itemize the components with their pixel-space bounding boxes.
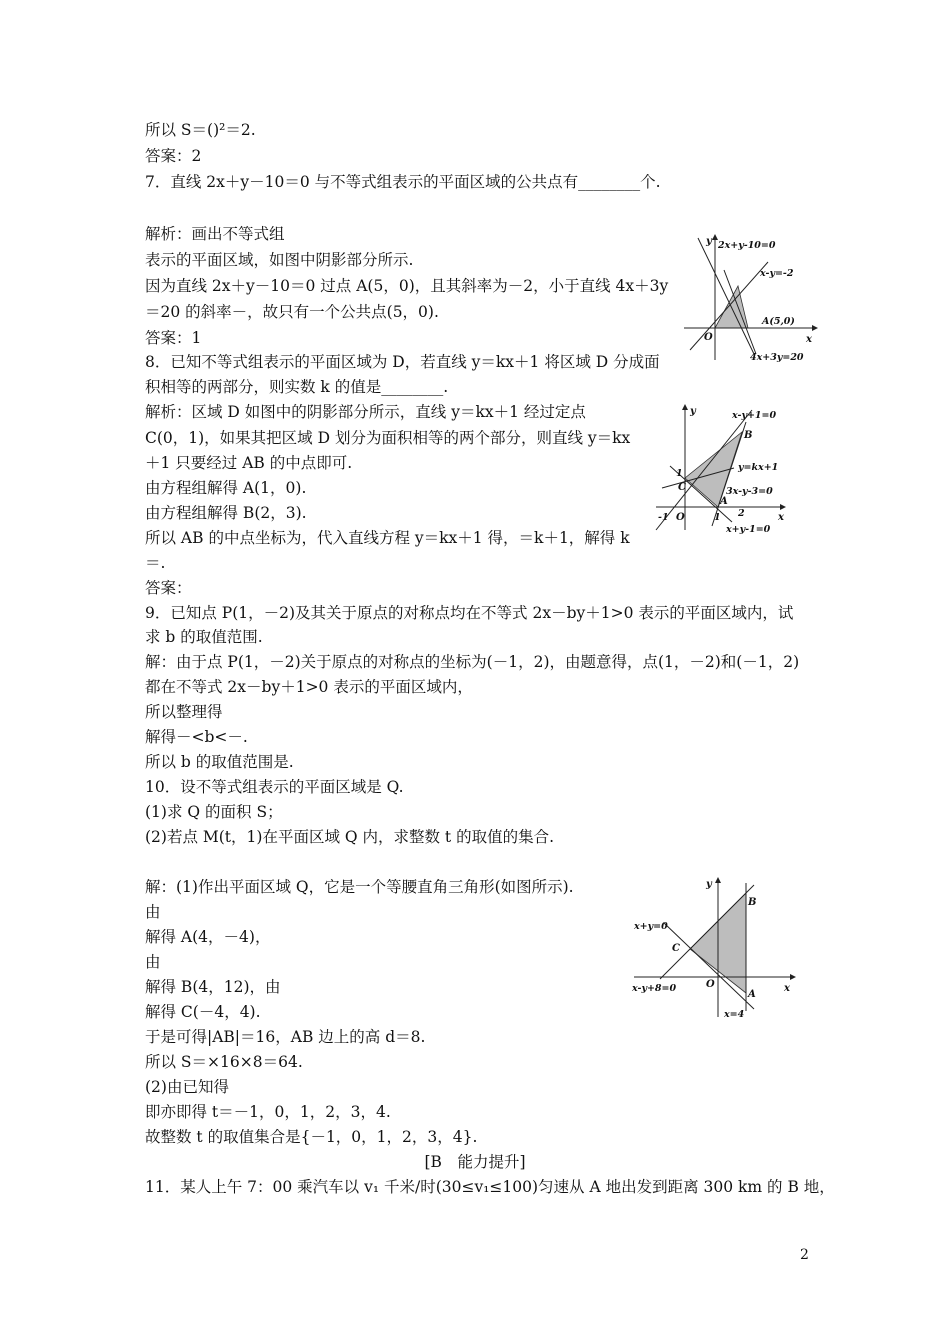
question-11: 11．某人上午 7：00 乘汽车以 v₁ 千米/时(30≤v₁≤100)匀速从 A 地出发到距离 300 km 的 B 地， [145,1178,835,1196]
text-line: 解得－<b<－. [145,728,248,746]
text-line: 解得 A(4，－4)， [145,928,271,946]
question-9: 9．已知点 P(1，－2)及其关于原点的对称点均在不等式 2x－by＋1>0 表示的平面区域内，试 [145,604,794,622]
text-line: (2)由已知得 [145,1078,229,1096]
label-line3: x=4 [724,1009,745,1020]
figure-q10-diagram [630,875,798,1021]
label-one: 1 [676,468,683,479]
solution-line: 解：由于点 P(1，－2)关于原点的对称点的坐标为(－1，2)，由题意得，点(1，－2)和(－1，2) [145,653,800,671]
line-x-y-neg2 [690,262,768,350]
text-line: 由方程组解得 B(2，3). [145,504,307,522]
label-neg1: -1 [658,512,669,523]
label-point-a: A(5,0) [762,316,795,327]
text-line: 因为直线 2x＋y－10＝0 过点 A(5，0)，且其斜率为－2，小于直线 4x＋3y [145,277,669,295]
label-line1: x+y=0 [634,921,668,932]
text-line: 由 [145,903,161,921]
figure-q7-diagram [680,232,820,364]
text-line: C(0，1)，如果其把区域 D 划分为面积相等的两个部分，则直线 y＝kx [145,429,631,447]
text-line: 都在不等式 2x－by＋1>0 表示的平面区域内， [145,678,473,696]
text-line: 所以 AB 的中点坐标为，代入直线方程 y＝kx＋1 得，＝k＋1，解得 k [145,529,630,547]
solution-line: 解析：画出不等式组 [145,225,285,243]
text-line: 即亦即得 t＝－1，0，1，2，3，4. [145,1103,391,1121]
label-c: C [678,482,686,493]
text-line: 所以整理得 [145,703,223,721]
label-a: A [720,496,728,507]
text-line: 所以 b 的取值范围是. [145,753,294,771]
label-x: x [778,512,784,523]
label-x: x [784,983,790,994]
question-10: 10．设不等式组表示的平面区域是 Q. [145,778,404,796]
solution-line: 解：(1)作出平面区域 Q，它是一个等腰直角三角形(如图所示). [145,878,574,896]
label-origin: O [706,979,715,990]
label-tick2: 2 [738,508,745,519]
text-line: ＝. [145,554,166,572]
text-line: 由方程组解得 A(1，0). [145,479,307,497]
x-axis-arrow [780,504,786,510]
section-heading: [B 能力提升] [424,1153,526,1171]
label-y: y [690,406,696,417]
label-line4: x+y-1=0 [726,524,771,535]
label-line2: x-y+8=0 [632,983,677,994]
text-line: (2)若点 M(t，1)在平面区域 Q 内，求整数 t 的取值的集合. [145,828,555,846]
label-y: y [706,879,712,890]
text-line: 于是可得|AB|＝16，AB 边上的高 d＝8. [145,1028,426,1046]
answer-line: 答案：2 [145,147,202,165]
text-line: ＝20 的斜率－，故只有一个公共点(5，0). [145,303,439,321]
question-8: 8．已知不等式组表示的平面区域为 D，若直线 y＝kx＋1 将区域 D 分成面 [145,353,660,371]
text-line: ＋1 只要经过 AB 的中点即可. [145,454,353,472]
text-line: 求 b 的取值范围. [145,628,263,646]
figure-q8-diagram [652,402,788,534]
answer-line: 答案：1 [145,329,202,347]
answer-line: 答案： [145,579,192,597]
label-line2: y=kx+1 [738,462,779,473]
label-line1: x-y+1=0 [732,410,777,421]
text-line: 解得 C(－4，4). [145,1003,261,1021]
x-axis-arrow [790,974,796,980]
label-a: A [748,989,756,1000]
label-c: C [672,943,680,954]
label-x: x [806,334,812,345]
label-origin: O [704,332,713,343]
y-axis-arrow [715,877,721,883]
text-line: 所以 S＝×16×8＝64. [145,1053,303,1071]
text-line: (1)求 Q 的面积 S； [145,803,283,821]
label-b: B [748,897,757,908]
label-line1: 2x+y-10=0 [718,240,776,251]
text-line: 由 [145,953,161,971]
text-line: 解得 B(4，12)，由 [145,978,281,996]
solution-line: 解析：区域 D 如图中的阴影部分所示，直线 y＝kx＋1 经过定点 [145,403,586,421]
page-number: 2 [800,1247,809,1263]
text-line: 故整数 t 的取值集合是{－1，0，1，2，3，4}. [145,1128,478,1146]
label-line3: 3x-y-3=0 [726,486,773,497]
label-y: y [706,236,712,247]
text-line: 表示的平面区域，如图中阴影部分所示. [145,251,414,269]
y-axis-arrow [682,404,688,410]
text-line: 所以 S＝()²＝2. [145,121,256,139]
question-7: 7．直线 2x＋y－10＝0 与不等式组表示的平面区域的公共点有________个. [145,173,661,191]
label-b: B [744,430,753,441]
text-line: 积相等的两部分，则实数 k 的值是________. [145,378,449,396]
label-line3: 4x+3y=20 [750,352,804,363]
label-line2: x-y=-2 [760,268,794,279]
label-tick1: 1 [714,512,721,523]
x-axis-arrow [812,325,818,331]
label-origin: O [676,512,685,523]
